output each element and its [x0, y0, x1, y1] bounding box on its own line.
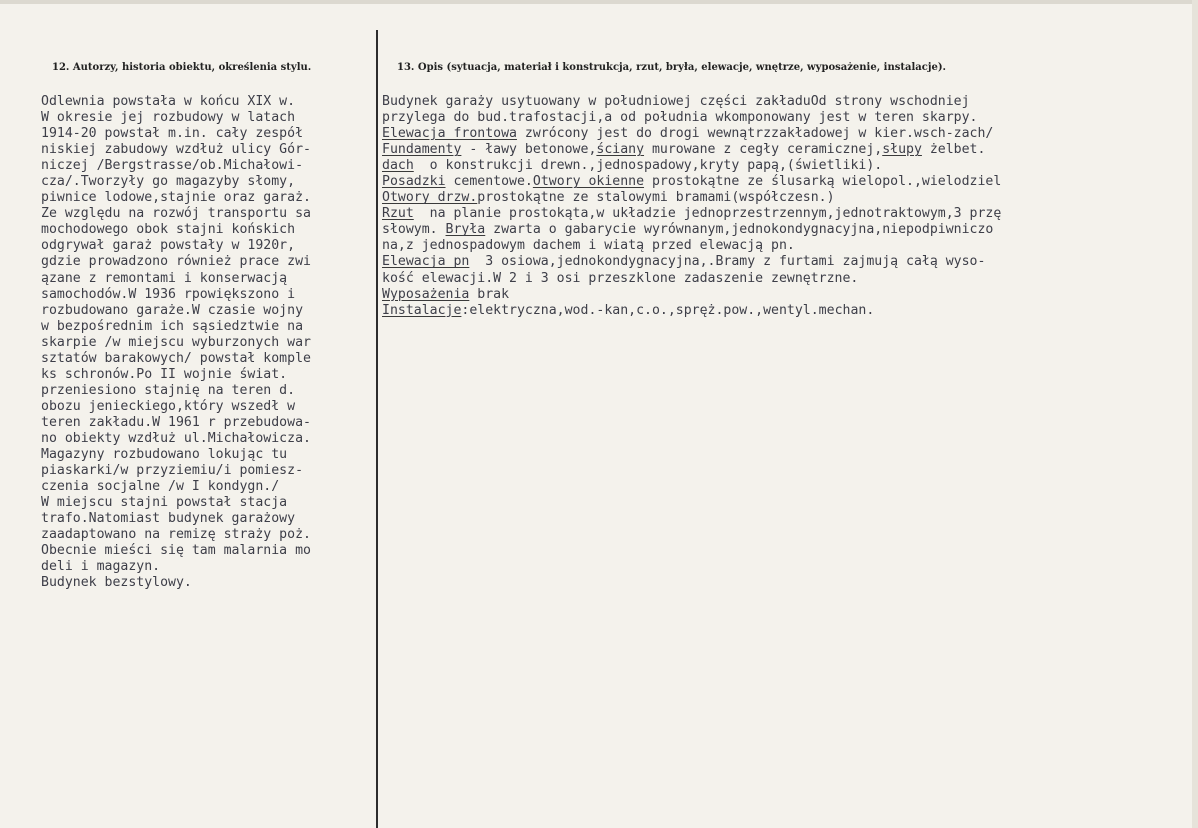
- history-line: odgrywał garaż powstały w 1920r,: [41, 238, 296, 254]
- history-line: no obiekty wzdłuż ul.Michałowicza.: [41, 430, 311, 446]
- history-line: Budynek bezstylowy.: [41, 575, 192, 591]
- description-segment: przylega do bud.trafostacji,a od południa wkomponowany jest w teren skarpy.: [382, 110, 978, 126]
- description-line: [382, 142, 1142, 158]
- underlined-term: Otwory okienne: [532, 174, 645, 190]
- underlined-term: Fundamenty: [382, 142, 462, 158]
- underlined-term: ściany: [596, 142, 645, 158]
- history-line: skarpie /w miejscu wyburzonych war: [41, 334, 311, 350]
- history-line: W miejscu stajni powstał stacja: [41, 495, 288, 511]
- description-line: [382, 238, 1142, 254]
- history-line: czenia socjalne /w I kondygn./: [41, 479, 280, 495]
- history-line: 1914-20 powstał m.in. cały zespół: [41, 126, 304, 142]
- description-line: [382, 271, 1142, 287]
- description-segment: - ławy betonowe,: [461, 142, 597, 158]
- history-line: cza/.Tworzyły go magazyby słomy,: [41, 174, 296, 190]
- history-line: ązane z remontami i konserwacją: [41, 270, 288, 286]
- description-segment: :elektryczna,wod.-kan,c.o.,spręż.pow.,wentyl.mechan.: [461, 302, 875, 318]
- right-edge: [1192, 0, 1198, 828]
- description-line: [382, 126, 1142, 142]
- description-segment: cementowe.: [445, 174, 533, 190]
- underlined-term: Elewacja pn: [382, 254, 470, 270]
- description-segment: brak: [469, 286, 510, 302]
- history-line: rozbudowano garaże.W czasie wojny: [41, 302, 304, 318]
- description-segment: słowym.: [382, 222, 446, 238]
- history-line: deli i magazyn.: [41, 559, 161, 575]
- history-line: Ze względu na rozwój transportu sa: [41, 206, 311, 222]
- description-segment: prostokątne ze ślusarką wielopol.,wielodziel: [644, 174, 1002, 190]
- description-line: [382, 94, 1142, 110]
- description-line: [382, 158, 1142, 174]
- description-segment: zwrócony jest do drogi wewnątrzzakładowej w kier.wsch-zach/: [516, 126, 994, 142]
- description-segment: zwarta o gabarycie wyrównanym,jednokondygnacyjna,niepodpiwniczo: [485, 222, 994, 238]
- description-line: [382, 174, 1142, 190]
- description-segment: Budynek garaży usytuowany w południowej części zakładuOd strony wschodniej: [382, 94, 970, 109]
- description-segment: na planie prostokąta,w układzie jednoprzestrzennym,jednotraktowym,3 przę: [413, 206, 1002, 222]
- section-12-heading: 12. Autorzy, historia obiektu, określenia stylu.: [52, 62, 312, 73]
- description-segment: 3 osiowa,jednokondygnacyjna,.Bramy z furtami zajmują całą wyso-: [469, 254, 986, 270]
- history-line: samochodów.W 1936 rpowiększono i: [41, 286, 296, 302]
- history-line: gdzie prowadzono również prace zwi: [41, 254, 311, 270]
- underlined-term: Elewacja frontowa: [382, 126, 517, 142]
- description-line: [382, 190, 1142, 206]
- history-line: obozu jenieckiego,który wszedł w: [41, 398, 296, 414]
- top-edge: [0, 0, 1198, 4]
- description-segment: kość elewacji.W 2 i 3 osi przeszklone zadaszenie zewnętrzne.: [382, 270, 859, 286]
- history-line: teren zakładu.W 1961 r przebudowa-: [41, 414, 311, 430]
- history-line: w bezpośrednim ich sąsiedztwie na: [41, 318, 304, 334]
- underlined-term: Wyposażenia: [382, 286, 470, 302]
- description-line: [382, 222, 1142, 238]
- history-line: niskiej zabudowy wzdłuż ulicy Gór-: [41, 142, 311, 158]
- history-line: przeniesiono stajnię na teren d.: [41, 382, 296, 398]
- description-segment: o konstrukcji drewn.,jednospadowy,kryty papą,(świetliki).: [413, 158, 883, 174]
- history-line: ks schronów.Po II wojnie świat.: [41, 366, 288, 382]
- description-text: [382, 94, 1142, 319]
- history-line: piwnice lodowe,stajnie oraz garaż.: [41, 190, 311, 206]
- description-line: [382, 254, 1142, 270]
- history-line: Obecnie mieści się tam malarnia mo: [41, 543, 311, 559]
- history-line: niczej /Bergstrasse/ob.Michałowi-: [41, 158, 304, 174]
- history-line: mochodowego obok stajni końskich: [41, 222, 296, 238]
- column-divider: [376, 30, 378, 828]
- underlined-term: Instalacje: [382, 302, 462, 318]
- description-segment: żelbet.: [921, 142, 986, 158]
- history-line: Odlewnia powstała w końcu XIX w.: [41, 94, 296, 109]
- underlined-term: Posadzki: [382, 174, 446, 190]
- underlined-term: dach: [382, 158, 414, 174]
- underlined-term: Bryła: [445, 222, 486, 238]
- history-line: trafo.Natomiast budynek garażowy: [41, 511, 296, 527]
- history-line: W okresie jej rozbudowy w latach: [41, 110, 296, 126]
- description-segment: na,z jednospadowym dachem i wiatą przed elewacją pn.: [382, 238, 795, 254]
- underlined-term: Otwory drzw.: [382, 190, 478, 206]
- description-line: [382, 287, 1142, 303]
- underlined-term: słupy: [882, 142, 922, 158]
- history-line: Magazyny rozbudowano lokując tu: [41, 447, 288, 463]
- description-line: [382, 303, 1142, 319]
- description-line: [382, 110, 1142, 126]
- description-segment: murowane z cegły ceramicznej,: [644, 142, 883, 158]
- underlined-term: Rzut: [382, 206, 414, 222]
- history-line: sztatów barakowych/ powstał komple: [41, 350, 311, 366]
- section-13-heading: 13. Opis (sytuacja, materiał i konstrukcja, rzut, bryła, elewacje, wnętrze, wyposażenie, instalacje).: [397, 62, 947, 73]
- description-line: [382, 206, 1142, 222]
- history-text: [41, 94, 371, 591]
- history-line: zaadaptowano na remizę straży poż.: [41, 527, 311, 543]
- history-line: piaskarki/w przyziemiu/i pomiesz-: [41, 463, 304, 479]
- description-segment: prostokątne ze stalowymi bramami(współczesn.): [477, 190, 835, 206]
